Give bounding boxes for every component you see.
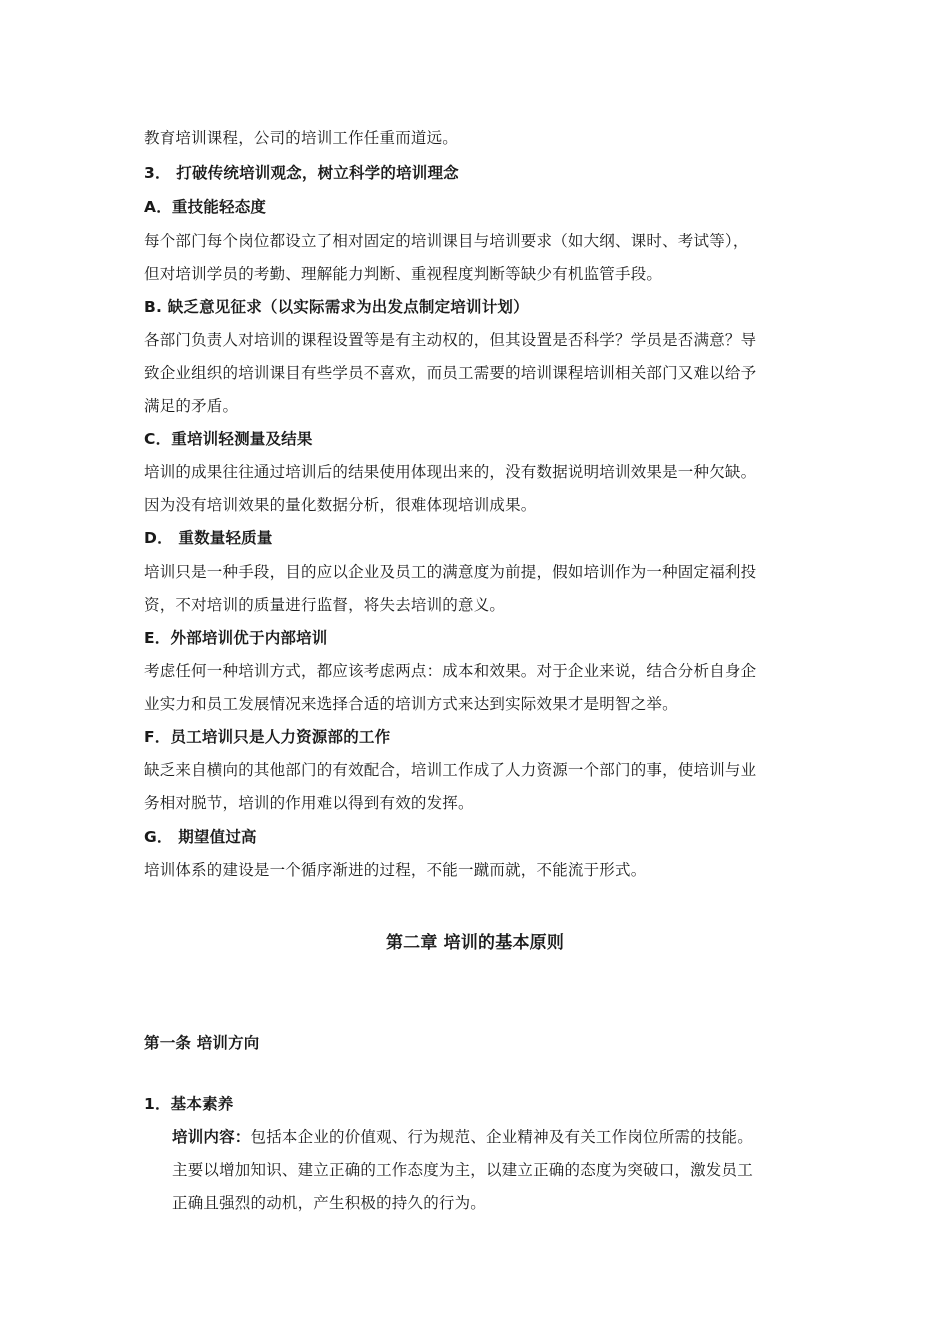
content-label: 培训内容： [172,1128,251,1146]
paragraph-line: 培训只是一种手段，目的应以企业及员工的满意度为前提，假如培训作为一种固定福利投 [144,563,757,581]
article-heading: 第一条 培训方向 [144,1034,260,1052]
paragraph-line: 致企业组织的培训课目有些学员不喜欢，而员工需要的培训课程培训相关部门又难以给予 [144,364,757,382]
subsection-heading: F．员工培训只是人力资源部的工作 [144,728,391,746]
paragraph-line: 教育培训课程，公司的培训工作任重而道远。 [144,129,459,147]
subsection-heading: G． 期望值过高 [144,828,257,846]
content-line [172,1126,822,1148]
subsection-heading: E．外部培训优于内部培训 [144,629,328,647]
paragraph-line: 考虑任何一种培训方式，都应该考虑两点：成本和效果。对于企业来说，结合分析自身企 [144,662,757,680]
paragraph-line: 务相对脱节，培训的作用难以得到有效的发挥。 [144,794,474,812]
paragraph-line: 满足的矛盾。 [144,397,239,415]
chapter-title: 第二章 培训的基本原则 [385,933,565,953]
paragraph-line: 缺乏来自横向的其他部门的有效配合，培训工作成了人力资源一个部门的事，使培训与业 [144,761,757,779]
paragraph-line: 资，不对培训的质量进行监督，将失去培训的意义。 [144,596,506,614]
subsection-heading: A．重技能轻态度 [144,198,267,216]
content-text: 包括本企业的价值观、行为规范、企业精神及有关工作岗位所需的技能。 [250,1128,753,1146]
item-heading: 1．基本素养 [144,1095,234,1113]
section-heading: 3． 打破传统培训观念，树立科学的培训理念 [144,164,459,182]
paragraph-line: 各部门负责人对培训的课程设置等是有主动权的，但其设置是否科学？学员是否满意？导 [144,331,757,349]
subsection-heading: B. 缺乏意见征求（以实际需求为出发点制定培训计划） [144,298,529,316]
paragraph-line: 正确且强烈的动机，产生积极的持久的行为。 [172,1194,487,1212]
paragraph-line: 培训体系的建设是一个循序渐进的过程，不能一蹴而就，不能流于形式。 [144,861,647,879]
paragraph-line: 但对培训学员的考勤、理解能力判断、重视程度判断等缺少有机监管手段。 [144,265,663,283]
paragraph-line: 主要以增加知识、建立正确的工作态度为主，以建立正确的态度为突破口，激发员工 [172,1161,753,1179]
subsection-heading: C．重培训轻测量及结果 [144,430,313,448]
paragraph-line: 培训的成果往往通过培训后的结果使用体现出来的，没有数据说明培训效果是一种欠缺。 [144,463,757,481]
subsection-heading: D． 重数量轻质量 [144,529,273,547]
paragraph-line: 因为没有培训效果的量化数据分析，很难体现培训成果。 [144,496,537,514]
paragraph-line: 业实力和员工发展情况来选择合适的培训方式来达到实际效果才是明智之举。 [144,695,678,713]
paragraph-line: 每个部门每个岗位都设立了相对固定的培训课目与培训要求（如大纲、课时、考试等）， [144,232,749,250]
